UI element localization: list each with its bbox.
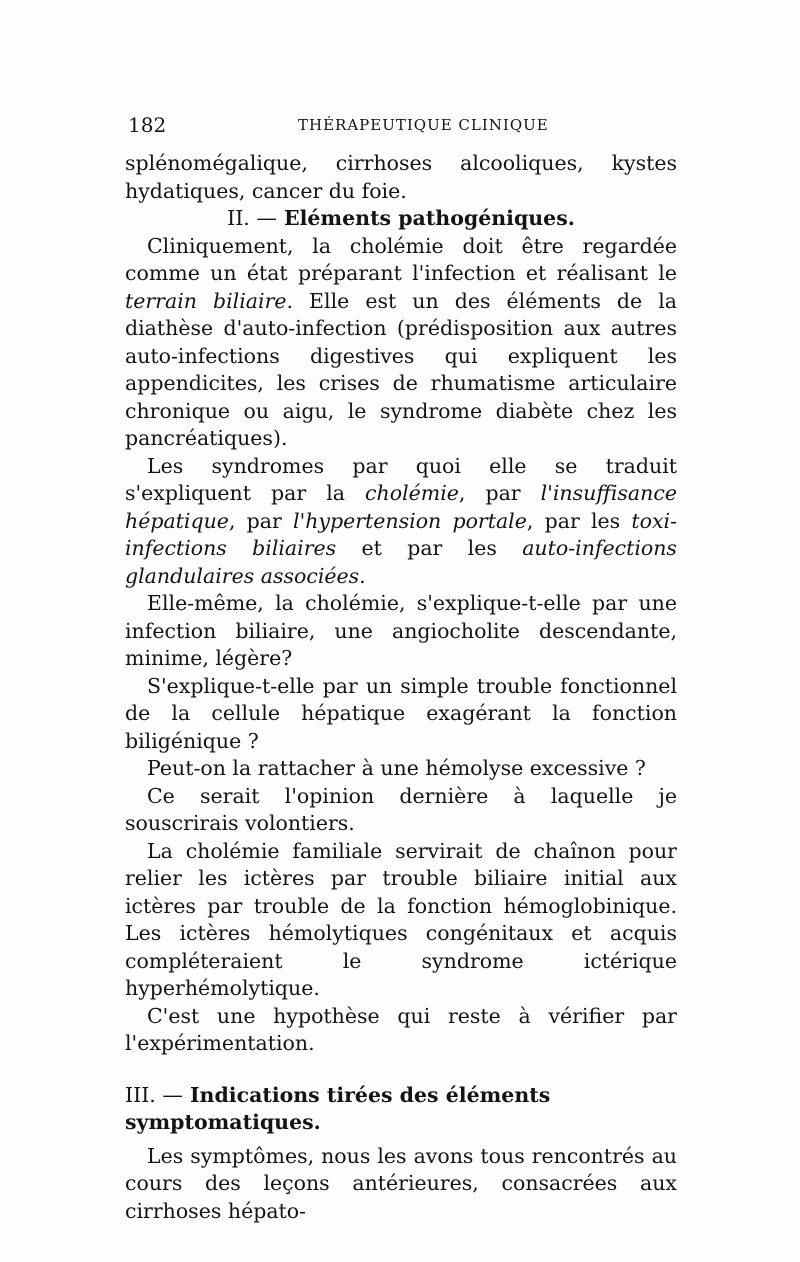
paragraph [125,233,677,453]
paragraph: La cholémie familiale servirait de chaînon pour relier les ictères par trouble biliaire initial aux ictères par trouble de la fonction hémoglobinique. Les ictères hémolytiques congénitaux et acquis compléteraient le syndrome ictérique hyperhémolytique. [125,838,677,1000]
section-title: Indications tirées des éléments symptomatiques. [125,1082,551,1134]
paragraph: C'est une hypothèse qui reste à vérifier par l'expérimentation. [125,1003,677,1055]
page-body [125,150,677,1225]
italic-term: terrain biliaire [125,288,287,313]
section-title: Eléments pathogéniques. [283,206,575,230]
paragraph: S'explique-t-elle par un simple trouble fonctionnel de la cellule hépatique exagérant la fonction biligénique ? [125,673,677,753]
text-run: . [359,563,366,588]
paragraph-continued: splénomégalique, cirrhoses alcooliques, kystes hydatiques, cancer du foie. [125,151,677,203]
italic-term: l'hypertension portale [293,508,527,533]
section-number: III. — [125,1082,183,1107]
italic-term: auto-infections glandulaires associées [125,536,677,588]
text-run: . Elle est un des éléments de la diathèse d'auto-infection (prédisposition aux autres auto-infections digestives qui expliquent les appendicites, les crises de rhumatisme articulaire chronique ou aigu, le syndrome diabète chez les pancréatiques). [125,288,678,450]
paragraph [125,453,677,591]
paragraph: Elle-même, la cholémie, s'explique-t-elle par une infection biliaire, une angiocholite descendante, minime, légère? [125,591,677,670]
paragraph: Les symptômes, nous les avons tous rencontrés au cours des leçons antérieures, consacrées aux cirrhoses hépato- [125,1143,677,1223]
running-title: THÉRAPEUTIQUE CLINIQUE [298,116,549,134]
section-heading-3 [125,1082,677,1137]
text-run: , par les [526,508,621,533]
italic-term: l'insuffisance hépatique [125,481,677,533]
italic-term: toxi-infections biliaires [125,508,677,560]
text-run: , par [458,481,521,505]
italic-term: cholémie [365,481,459,505]
page-number: 182 [128,113,167,137]
section-heading-2 [125,205,677,233]
text-run: Les syndromes par quoi elle se traduit s'expliquent par la [125,453,677,505]
paragraph: Peut-on la rattacher à une hémolyse excessive ? [147,756,646,780]
section-number: II. — [227,206,277,230]
text-run: , par [228,508,282,533]
page-header [128,113,674,139]
text-run: et par les [361,536,497,560]
paragraph: Ce serait l'opinion dernière à laquelle je souscrirais volontiers. [125,783,677,835]
text-run: Cliniquement, la cholémie doit être regardée comme un état préparant l'infection et réalisant le [125,233,677,285]
